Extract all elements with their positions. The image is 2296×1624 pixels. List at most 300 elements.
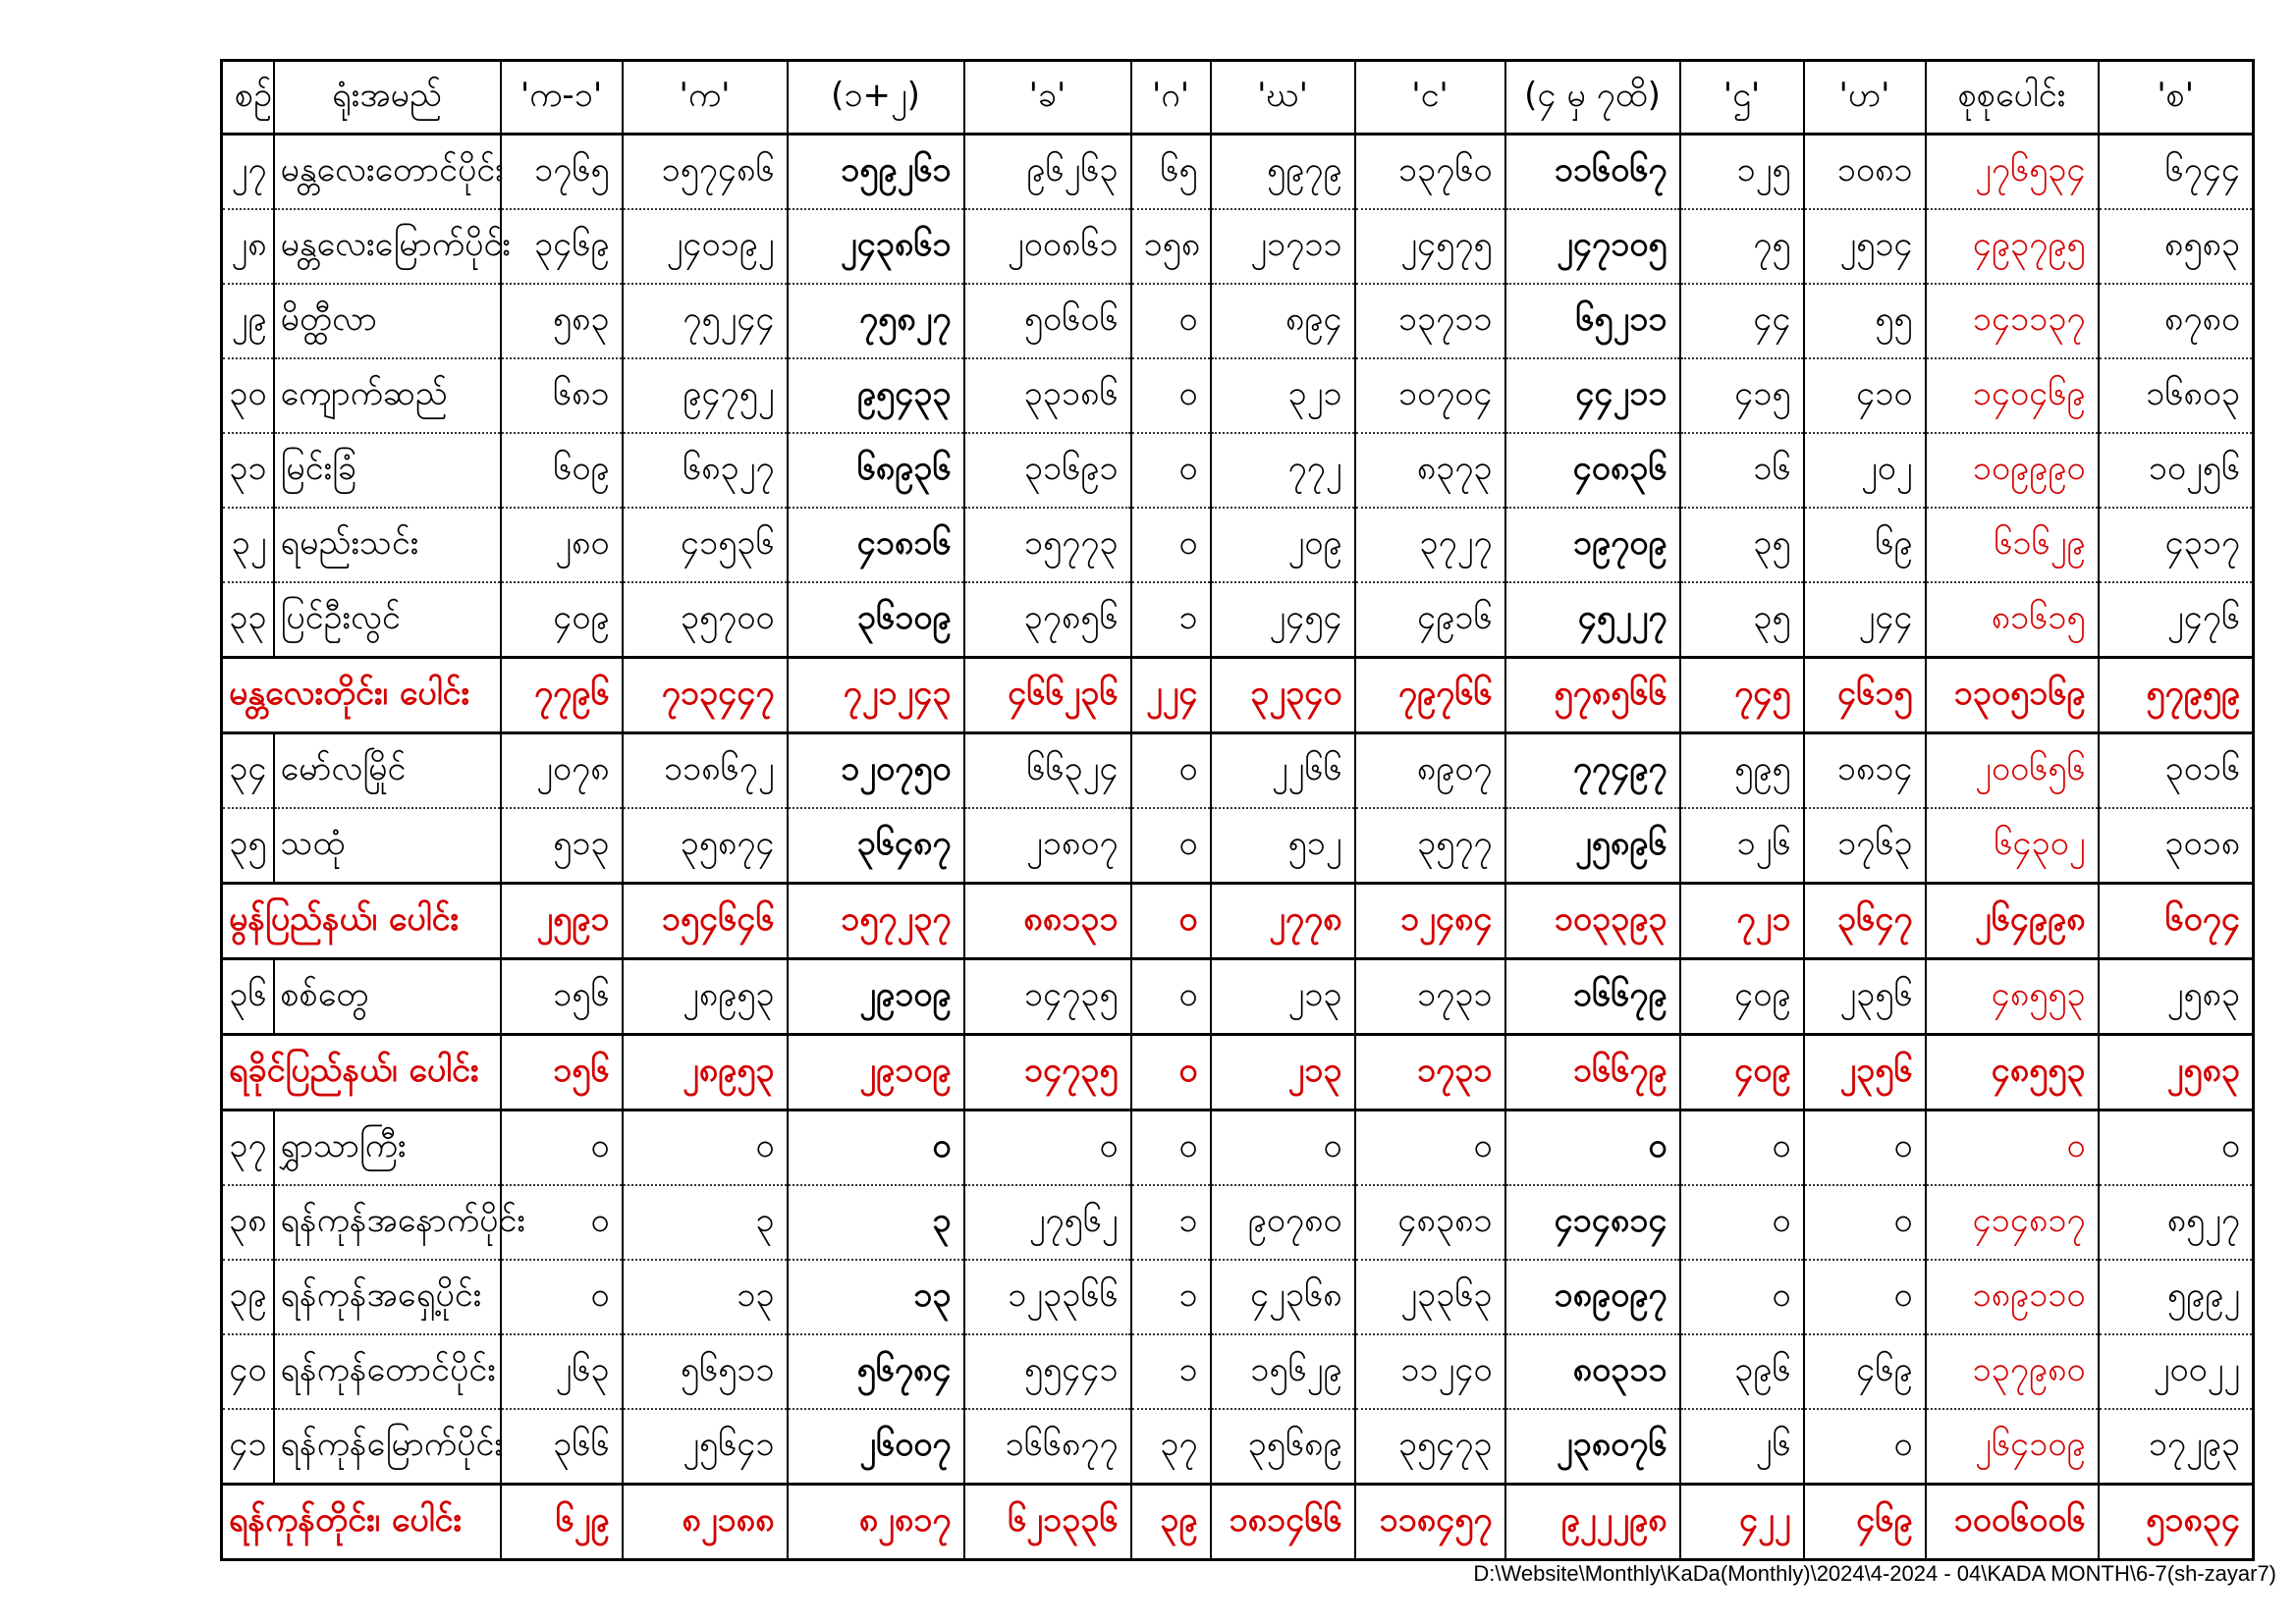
- value-cell: ၁၀၃၃၉၃: [1505, 884, 1680, 959]
- value-cell: ၈၀၃၁၁: [1505, 1334, 1680, 1409]
- office-name-cell: ရန်ကုန်တောင်ပိုင်း: [274, 1334, 501, 1409]
- value-cell: ၁၆၆၇၉: [1505, 959, 1680, 1035]
- value-cell: ၁၇၃၁: [1355, 959, 1505, 1035]
- value-cell: ၄၂၃၆၈: [1211, 1260, 1355, 1334]
- value-cell: ၃၀၁၈: [2099, 808, 2254, 884]
- value-cell: ၀: [1131, 358, 1211, 433]
- value-cell: ၁၀၇၀၄: [1355, 358, 1505, 433]
- value-cell: ၀: [1131, 884, 1211, 959]
- office-name-cell: ရန်ကုန်အရှေ့ပိုင်း: [274, 1260, 501, 1334]
- value-cell: ၁၆၈၀၃: [2099, 358, 2254, 433]
- value-cell: ၂၀၀၂၂: [2099, 1334, 2254, 1409]
- value-cell: ၂၅၈၉၆: [1505, 808, 1680, 884]
- value-cell: ၁၀၈၁: [1804, 135, 1926, 210]
- office-name-cell: ရမည်းသင်း: [274, 508, 501, 582]
- value-cell: ၁၆၆၇၉: [1505, 1035, 1680, 1110]
- value-cell: ၂၁၇၁၁: [1211, 209, 1355, 284]
- value-cell: ၁၄၇၃၅: [964, 1035, 1131, 1110]
- value-cell: ၄၆၉: [1804, 1334, 1926, 1409]
- value-cell: ၁၂၆: [1680, 808, 1804, 884]
- value-cell: ၀: [1355, 1110, 1505, 1186]
- value-cell: ၆၁၆၂၉: [1926, 508, 2099, 582]
- value-cell: ၄၂၂: [1680, 1485, 1804, 1560]
- value-cell: ၀: [1131, 433, 1211, 508]
- value-cell: ၁: [1131, 1260, 1211, 1334]
- value-cell: ၆၅၂၁၁: [1505, 284, 1680, 358]
- table-row: [222, 1260, 2254, 1334]
- value-cell: ၄၀၈၃၆: [1505, 433, 1680, 508]
- value-cell: ၃၅: [1680, 508, 1804, 582]
- value-cell: ၇၇၄၉၇: [1505, 733, 1680, 809]
- value-cell: ၇၂၁: [1680, 884, 1804, 959]
- value-cell: ၅၉၇၉: [1211, 135, 1355, 210]
- serial-number-cell: ၄၁: [222, 1409, 274, 1485]
- column-header: စဉ်: [222, 61, 274, 135]
- column-header: 'ဂ': [1131, 61, 1211, 135]
- value-cell: ၁၅၇၂၃၇: [788, 884, 964, 959]
- value-cell: ၃၇၈၅၆: [964, 582, 1131, 658]
- serial-number-cell: ၃၄: [222, 733, 274, 809]
- value-cell: ၁၄၁၁၃၇: [1926, 284, 2099, 358]
- value-cell: ၂၄၅၄: [1211, 582, 1355, 658]
- value-cell: ၂၀၂: [1804, 433, 1926, 508]
- value-cell: ၁၆: [1680, 433, 1804, 508]
- value-cell: ၉၅၄၃၃: [788, 358, 964, 433]
- column-header: 'က-၁': [501, 61, 623, 135]
- value-cell: ၁၁၆၀၆၇: [1505, 135, 1680, 210]
- value-cell: ၀: [788, 1110, 964, 1186]
- value-cell: ၂၄၀၁၉၂: [623, 209, 788, 284]
- office-name-cell: မော်လမြိုင်: [274, 733, 501, 809]
- value-cell: ၀: [501, 1260, 623, 1334]
- value-cell: ၃၇: [1131, 1409, 1211, 1485]
- value-cell: ၅၀၆၀၆: [964, 284, 1131, 358]
- value-cell: ၉၂၂၂၉၈: [1505, 1485, 1680, 1560]
- value-cell: ၂၄၄: [1804, 582, 1926, 658]
- value-cell: ၂၃၅၆: [1804, 1035, 1926, 1110]
- value-cell: ၇၂၁၂၄၃: [788, 658, 964, 733]
- value-cell: ၁၀၉၉၉၀: [1926, 433, 2099, 508]
- value-cell: ၅၆၅၁၁: [623, 1334, 788, 1409]
- value-cell: ၅၁၃: [501, 808, 623, 884]
- value-cell: ၄၅၂၂၇: [1505, 582, 1680, 658]
- value-cell: ၂၆၄၉၉၈: [1926, 884, 2099, 959]
- value-cell: ၃၅၄၇၃: [1355, 1409, 1505, 1485]
- table-row: [222, 1334, 2254, 1409]
- value-cell: ၁၅၉၂၆၁: [788, 135, 964, 210]
- value-cell: ၁၇၃၁: [1355, 1035, 1505, 1110]
- value-cell: ၀: [1131, 808, 1211, 884]
- column-header: စုစုပေါင်း: [1926, 61, 2099, 135]
- value-cell: ၄၆၁၅: [1804, 658, 1926, 733]
- value-cell: ၁၀၂၅၆: [2099, 433, 2254, 508]
- office-name-cell: မိတ္ထီလာ: [274, 284, 501, 358]
- value-cell: ၀: [1131, 508, 1211, 582]
- value-cell: ၇၅၂၄၄: [623, 284, 788, 358]
- subtotal-row: [222, 658, 2254, 733]
- value-cell: ၀: [1680, 1260, 1804, 1334]
- value-cell: ၃၅၆၈၉: [1211, 1409, 1355, 1485]
- value-cell: ၂၀၉: [1211, 508, 1355, 582]
- subtotal-row: [222, 1035, 2254, 1110]
- value-cell: ၆၂၁၃၃၆: [964, 1485, 1131, 1560]
- subtotal-label: ရန်ကုန်တိုင်း၊ ပေါင်း: [222, 1485, 501, 1560]
- table-row: [222, 1185, 2254, 1260]
- value-cell: ၆၀၇၄: [2099, 884, 2254, 959]
- office-name-cell: စစ်တွေ: [274, 959, 501, 1035]
- serial-number-cell: ၂၇: [222, 135, 274, 210]
- value-cell: ၁၈၉၁၁၀: [1926, 1260, 2099, 1334]
- column-header: 'ခ': [964, 61, 1131, 135]
- value-cell: ၂၆၄၁၀၉: [1926, 1409, 2099, 1485]
- value-cell: ၀: [1131, 733, 1211, 809]
- value-cell: ၄၀၉: [501, 582, 623, 658]
- value-cell: ၂၇၆၅၃၄: [1926, 135, 2099, 210]
- value-cell: ၄၀၉: [1680, 1035, 1804, 1110]
- value-cell: ၂၇၅၆၂: [964, 1185, 1131, 1260]
- serial-number-cell: ၃၉: [222, 1260, 274, 1334]
- value-cell: ၁၆၆၈၇၇: [964, 1409, 1131, 1485]
- value-cell: ၃၅၇၇: [1355, 808, 1505, 884]
- value-cell: ၆၈၉၃၆: [788, 433, 964, 508]
- value-cell: ၁၇၂၉၃: [2099, 1409, 2254, 1485]
- value-cell: ၁၄၀၄၆၉: [1926, 358, 2099, 433]
- value-cell: ၅၇၈၅၆၆: [1505, 658, 1680, 733]
- value-cell: ၄၈၅၅၃: [1926, 1035, 2099, 1110]
- value-cell: ၂၉၁၀၉: [788, 959, 964, 1035]
- value-cell: ၆၀၉: [501, 433, 623, 508]
- subtotal-row: [222, 884, 2254, 959]
- value-cell: ၀: [1131, 959, 1211, 1035]
- value-cell: ၆၅: [1131, 135, 1211, 210]
- header-row: [222, 61, 2254, 135]
- value-cell: ၅၈၃: [501, 284, 623, 358]
- value-cell: ၁၈၁၄: [1804, 733, 1926, 809]
- value-cell: ၉၀၇၈၀: [1211, 1185, 1355, 1260]
- table-row: [222, 284, 2254, 358]
- value-cell: ၁၉၇၀၉: [1505, 508, 1680, 582]
- serial-number-cell: ၃၇: [222, 1110, 274, 1186]
- value-cell: ၈၃၇၃: [1355, 433, 1505, 508]
- value-cell: ၂၀၇၈: [501, 733, 623, 809]
- value-cell: ၀: [964, 1110, 1131, 1186]
- value-cell: ၃၉၆: [1680, 1334, 1804, 1409]
- value-cell: ၁၃: [788, 1260, 964, 1334]
- value-cell: ၀: [1505, 1110, 1680, 1186]
- subtotal-label: မန္တလေးတိုင်း၊ ပေါင်း: [222, 658, 501, 733]
- value-cell: ၈၉၀၇: [1355, 733, 1505, 809]
- value-cell: ၃၆၆: [501, 1409, 623, 1485]
- table-row: [222, 582, 2254, 658]
- serial-number-cell: ၃၈: [222, 1185, 274, 1260]
- value-cell: ၀: [2099, 1110, 2254, 1186]
- value-cell: ၁၂၃၃၆၆: [964, 1260, 1131, 1334]
- value-cell: ၄၁၄၈၁၄: [1505, 1185, 1680, 1260]
- value-cell: ၇၄၅: [1680, 658, 1804, 733]
- table-row: [222, 808, 2254, 884]
- value-cell: ၈၅၈၃: [2099, 209, 2254, 284]
- value-cell: ၃၂၁: [1211, 358, 1355, 433]
- value-cell: ၃: [788, 1185, 964, 1260]
- office-name-cell: မန္တလေးမြောက်ပိုင်း: [274, 209, 501, 284]
- value-cell: ၄၆၆၂၃၆: [964, 658, 1131, 733]
- value-cell: ၂၆: [1680, 1409, 1804, 1485]
- value-cell: ၂၃၅၆: [1804, 959, 1926, 1035]
- value-cell: ၇၁၃၄၄၇: [623, 658, 788, 733]
- value-cell: ၂၀၀၈၆၁: [964, 209, 1131, 284]
- value-cell: ၅၁၈၃၄: [2099, 1485, 2254, 1560]
- value-cell: ၈၅၂၇: [2099, 1185, 2254, 1260]
- value-cell: ၁၃၀၅၁၆၉: [1926, 658, 2099, 733]
- office-name-cell: ပြင်ဦးလွင်: [274, 582, 501, 658]
- value-cell: ၇၉၇၆၆: [1355, 658, 1505, 733]
- value-cell: ၂၅၆၄၁: [623, 1409, 788, 1485]
- value-cell: ၁၃၇၉၈၀: [1926, 1334, 2099, 1409]
- value-cell: ၃၄၆၉: [501, 209, 623, 284]
- value-cell: ၆၉: [1804, 508, 1926, 582]
- value-cell: ၄၉၃၇၉၅: [1926, 209, 2099, 284]
- value-cell: ၆၇၄၄: [2099, 135, 2254, 210]
- subtotal-label: ရခိုင်ပြည်နယ်၊ ပေါင်း: [222, 1035, 501, 1110]
- value-cell: ၁၈၁၄၆၆: [1211, 1485, 1355, 1560]
- value-cell: ၀: [1804, 1409, 1926, 1485]
- value-cell: ၇၅: [1680, 209, 1804, 284]
- value-cell: ၈၉၄: [1211, 284, 1355, 358]
- office-name-cell: ရန်ကုန်အနောက်ပိုင်း: [274, 1185, 501, 1260]
- table-row: [222, 1409, 2254, 1485]
- value-cell: ၃၃၁၈၆: [964, 358, 1131, 433]
- value-cell: ၂၄၅၇၅: [1355, 209, 1505, 284]
- value-cell: ၁၂၄၈၄: [1355, 884, 1505, 959]
- value-cell: ၄၁၈၁၆: [788, 508, 964, 582]
- value-cell: ၇၇၉၆: [501, 658, 623, 733]
- value-cell: ၁၇၆၃: [1804, 808, 1926, 884]
- serial-number-cell: ၃၃: [222, 582, 274, 658]
- value-cell: ၃၆၄၈၇: [788, 808, 964, 884]
- office-name-cell: ရန်ကုန်မြောက်ပိုင်း: [274, 1409, 501, 1485]
- value-cell: ၁၁၂၄၀: [1355, 1334, 1505, 1409]
- value-cell: ၄၆၉: [1804, 1485, 1926, 1560]
- value-cell: ၁၁၈၄၅၇: [1355, 1485, 1505, 1560]
- value-cell: ၁၅၇၇၃: [964, 508, 1131, 582]
- office-name-cell: မြင်းခြံ: [274, 433, 501, 508]
- value-cell: ၁၅၇၄၈၆: [623, 135, 788, 210]
- value-cell: ၂၅၁၄: [1804, 209, 1926, 284]
- value-cell: ၀: [1131, 1035, 1211, 1110]
- value-cell: ၂၆၀၀၇: [788, 1409, 964, 1485]
- value-cell: ၀: [501, 1185, 623, 1260]
- value-cell: ၃၂၃၄၀: [1211, 658, 1355, 733]
- value-cell: ၅၆၇၈၄: [788, 1334, 964, 1409]
- value-cell: ၅၉၉၂: [2099, 1260, 2254, 1334]
- value-cell: ၄၁၀: [1804, 358, 1926, 433]
- value-cell: ၃၆၄၇: [1804, 884, 1926, 959]
- value-cell: ၁၈၉၀၉၇: [1505, 1260, 1680, 1334]
- serial-number-cell: ၄၀: [222, 1334, 274, 1409]
- value-cell: ၁: [1131, 1334, 1211, 1409]
- value-cell: ၁၃: [623, 1260, 788, 1334]
- value-cell: ၄၁၄၈၁၇: [1926, 1185, 2099, 1260]
- column-header: ရုံးအမည်: [274, 61, 501, 135]
- value-cell: ၆၈၃၂၇: [623, 433, 788, 508]
- value-cell: ၅၉၅: [1680, 733, 1804, 809]
- value-cell: ၁၅၆: [501, 959, 623, 1035]
- value-cell: ၅၅: [1804, 284, 1926, 358]
- value-cell: ၅၁၂: [1211, 808, 1355, 884]
- value-cell: ၈၈၁၃၁: [964, 884, 1131, 959]
- value-cell: ၀: [1926, 1110, 2099, 1186]
- value-cell: ၀: [1131, 1110, 1211, 1186]
- table-row: [222, 733, 2254, 809]
- column-header: 'စ': [2099, 61, 2254, 135]
- column-header: 'င': [1355, 61, 1505, 135]
- column-header: 'ဟ': [1804, 61, 1926, 135]
- value-cell: ၂၁၃: [1211, 1035, 1355, 1110]
- value-cell: ၈၇၈၀: [2099, 284, 2254, 358]
- file-path-footer: D:\Website\Monthly\KaDa(Monthly)\2024\4-2024 - 04\KADA MONTH\6-7(sh-zayar7): [1473, 1561, 2276, 1586]
- value-cell: ၅၇၉၅၉: [2099, 658, 2254, 733]
- value-cell: ၃၇၂၇: [1355, 508, 1505, 582]
- serial-number-cell: ၂၉: [222, 284, 274, 358]
- table-row: [222, 508, 2254, 582]
- value-cell: ၄၁၅: [1680, 358, 1804, 433]
- value-cell: ၃၀၁၆: [2099, 733, 2254, 809]
- column-header: 'ဃ': [1211, 61, 1355, 135]
- value-cell: ၄၄၂၁၁: [1505, 358, 1680, 433]
- serial-number-cell: ၂၈: [222, 209, 274, 284]
- value-cell: ၃၅: [1680, 582, 1804, 658]
- value-cell: ၆၂၉: [501, 1485, 623, 1560]
- value-cell: ၄၀၉: [1680, 959, 1804, 1035]
- value-cell: ၁၅၄၆၄၆: [623, 884, 788, 959]
- subtotal-row: [222, 1485, 2254, 1560]
- value-cell: ၄၈၅၅၃: [1926, 959, 2099, 1035]
- value-cell: ၂၂၆၆: [1211, 733, 1355, 809]
- serial-number-cell: ၃၁: [222, 433, 274, 508]
- value-cell: ၂၉၁၀၉: [788, 1035, 964, 1110]
- serial-number-cell: ၃၆: [222, 959, 274, 1035]
- office-name-cell: ရွှာသာကြီး: [274, 1110, 501, 1186]
- value-cell: ၆၈၁: [501, 358, 623, 433]
- table-row: [222, 959, 2254, 1035]
- value-cell: ၂၀၀၆၅၆: [1926, 733, 2099, 809]
- value-cell: ၂၃၃၆၃: [1355, 1260, 1505, 1334]
- value-cell: ၂၄၇၆: [2099, 582, 2254, 658]
- value-cell: ၂၅၈၃: [2099, 959, 2254, 1035]
- value-cell: ၄၄: [1680, 284, 1804, 358]
- value-cell: ၅၅၄၄၁: [964, 1334, 1131, 1409]
- value-cell: ၀: [1804, 1185, 1926, 1260]
- value-cell: ၃: [623, 1185, 788, 1260]
- table-row: [222, 358, 2254, 433]
- value-cell: ၈၁၆၁၅: [1926, 582, 2099, 658]
- table-row: [222, 209, 2254, 284]
- value-cell: ၁: [1131, 582, 1211, 658]
- value-cell: ၄၃၁၇: [2099, 508, 2254, 582]
- value-cell: ၂၈၉၅၃: [623, 1035, 788, 1110]
- column-header: (၄ မှ ၇ထိ): [1505, 61, 1680, 135]
- value-cell: ၂၅၉၁: [501, 884, 623, 959]
- value-cell: ၀: [1804, 1110, 1926, 1186]
- value-cell: ၂၃၈၀၇၆: [1505, 1409, 1680, 1485]
- value-cell: ၈၂၁၈၈: [623, 1485, 788, 1560]
- serial-number-cell: ၃၅: [222, 808, 274, 884]
- value-cell: ၂၅၈၃: [2099, 1035, 2254, 1110]
- value-cell: ၂၇၇၈: [1211, 884, 1355, 959]
- value-cell: ၁၄၇၃၅: [964, 959, 1131, 1035]
- value-cell: ၁: [1131, 1185, 1211, 1260]
- serial-number-cell: ၃၂: [222, 508, 274, 582]
- value-cell: ၈၂၈၁၇: [788, 1485, 964, 1560]
- subtotal-label: မွန်ပြည်နယ်၊ ပေါင်း: [222, 884, 501, 959]
- value-cell: ၄၉၁၆: [1355, 582, 1505, 658]
- value-cell: ၂၄၃၈၆၁: [788, 209, 964, 284]
- value-cell: ၉၆၂၆၃: [964, 135, 1131, 210]
- value-cell: ၂၄၇၁၀၅: [1505, 209, 1680, 284]
- value-cell: ၁၁၈၆၇၂: [623, 733, 788, 809]
- value-cell: ၃၅၇၀၀: [623, 582, 788, 658]
- value-cell: ၁၇၆၅: [501, 135, 623, 210]
- value-cell: ၁၂၀၇၅၀: [788, 733, 964, 809]
- value-cell: ၂၂၄: [1131, 658, 1211, 733]
- value-cell: ၁၂၅: [1680, 135, 1804, 210]
- value-cell: ၀: [1804, 1260, 1926, 1334]
- value-cell: ၂၆၃: [501, 1334, 623, 1409]
- office-name-cell: မန္တလေးတောင်ပိုင်း: [274, 135, 501, 210]
- table-row: [222, 1110, 2254, 1186]
- value-cell: ၂၁၈၀၇: [964, 808, 1131, 884]
- report-table-container: [220, 59, 2252, 1547]
- value-cell: ၂၈၀: [501, 508, 623, 582]
- value-cell: ၇၇၂: [1211, 433, 1355, 508]
- value-cell: ၂၈၉၅၃: [623, 959, 788, 1035]
- office-name-cell: သထုံ: [274, 808, 501, 884]
- value-cell: ၀: [623, 1110, 788, 1186]
- office-name-cell: ကျောက်ဆည်: [274, 358, 501, 433]
- value-cell: ၀: [1680, 1110, 1804, 1186]
- column-header: (၁+၂): [788, 61, 964, 135]
- column-header: 'က': [623, 61, 788, 135]
- value-cell: ၃၆၁၀၉: [788, 582, 964, 658]
- value-cell: ၁၅၆၂၉: [1211, 1334, 1355, 1409]
- value-cell: ၉၄၇၅၂: [623, 358, 788, 433]
- value-cell: ၁၃၇၆၀: [1355, 135, 1505, 210]
- value-cell: ၇၅၈၂၇: [788, 284, 964, 358]
- value-cell: ၂၁၃: [1211, 959, 1355, 1035]
- value-cell: ၀: [501, 1110, 623, 1186]
- report-table: [220, 59, 2255, 1561]
- value-cell: ၄၁၅၃၆: [623, 508, 788, 582]
- value-cell: ၆၆၃၂၄: [964, 733, 1131, 809]
- serial-number-cell: ၃၀: [222, 358, 274, 433]
- table-row: [222, 433, 2254, 508]
- table-row: [222, 135, 2254, 210]
- column-header: 'ဌ': [1680, 61, 1804, 135]
- value-cell: ၄၈၃၈၁: [1355, 1185, 1505, 1260]
- value-cell: ၃၉: [1131, 1485, 1211, 1560]
- value-cell: ၃၅၈၇၄: [623, 808, 788, 884]
- value-cell: ၀: [1131, 284, 1211, 358]
- value-cell: ၀: [1211, 1110, 1355, 1186]
- value-cell: ၆၄၃၀၂: [1926, 808, 2099, 884]
- value-cell: ၁၅၈: [1131, 209, 1211, 284]
- value-cell: ၁၀၀၆၀၀၆: [1926, 1485, 2099, 1560]
- table-body: [222, 135, 2254, 1560]
- value-cell: ၃၁၆၉၁: [964, 433, 1131, 508]
- value-cell: ၁၃၇၁၁: [1355, 284, 1505, 358]
- value-cell: ၀: [1680, 1185, 1804, 1260]
- value-cell: ၁၅၆: [501, 1035, 623, 1110]
